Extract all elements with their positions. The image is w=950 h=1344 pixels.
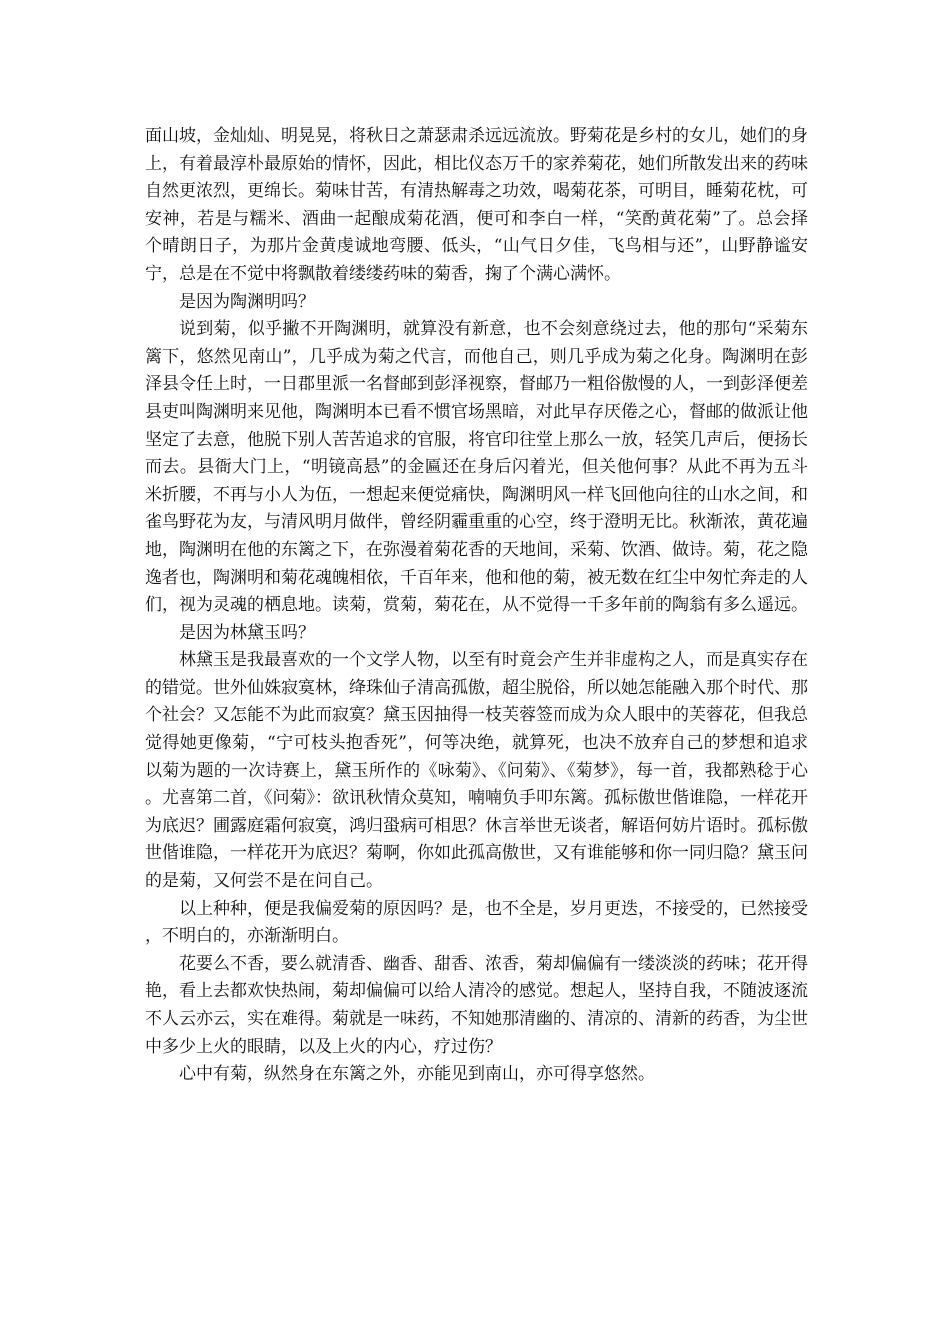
paragraph-reasons: 以上种种，便是我偏爱菊的原因吗？是，也不全是，岁月更迭，不接受的，已然接受，不明白的，亦渐渐明白。	[145, 898, 808, 947]
document-body	[145, 123, 808, 1089]
paragraph-conclusion: 心中有菊，纵然身在东篱之外，亦能见到南山，亦可得享悠然。	[179, 1064, 655, 1085]
paragraph-autumn-wild-chrysanthemum: 面山坡，金灿灿、明晃晃，将秋日之萧瑟肃杀远远流放。野菊花是乡村的女儿，她们的身上，有着最淳朴最原始的情怀，因此，相比仪态万千的家养菊花，她们所散发出来的药味自然更浓烈，更绵长。菊味甘苦，有清热解毒之功效，喝菊花茶，可明目，睡菊花枕，可安神，若是与糯米、酒曲一起酿成菊花酒，便可和李白一样，“笑酌黄花菊”了。总会择个晴朗日子，为那片金黄虔诚地弯腰、低头，“山气日夕佳，飞鸟相与还”，山野静谧安宁，总是在不觉中将飘散着缕缕药味的菊香，掬了个满心满怀。	[145, 126, 808, 284]
paragraph-question-tao-yuanming: 是因为陶渊明吗？	[179, 291, 315, 312]
paragraph-lin-daiyu-poems: 林黛玉是我最喜欢的一个文学人物，以至有时竟会产生并非虚构之人，而是真实存在的错觉。世外仙姝寂寞林，绛珠仙子清高孤傲，超尘脱俗，所以她怎能融入那个时代、那个社会？又怎能不为此而寂寞？黛玉因抽得一枝芙蓉签而成为众人眼中的芙蓉花，但我总觉得她更像菊，“宁可枝头抱香死”，何等决绝，就算死，也决不放弃自己的梦想和追求以菊为题的一次诗赛上，黛玉所作的《咏菊》、《问菊》、《菊梦》，每一首，我都熟稔于心。尤喜第二首，《问菊》：欲讯秋情众莫知，喃喃负手叩东篱。孤标傲世偕谁隐，一样花开为底迟？圃露庭霜何寂寞，鸿归蛩病可相思？休言举世无谈者，解语何妨片语时。孤标傲世偕谁隐，一样花开为底迟？菊啊，你如此孤高傲世，又有谁能够和你一同归隐？黛玉问的是菊，又何尝不是在问自己。	[145, 650, 808, 892]
paragraph-medicinal-fragrance: 花要么不香，要么就清香、幽香、甜香、浓香，菊却偏偏有一缕淡淡的药味；花开得艳，看上去都欢快热闹，菊却偏偏可以给人清冷的感觉。想起人，坚持自我，不随波逐流不人云亦云，实在难得。菊就是一味药，不知她那清幽的、清凉的、清新的药香，为尘世中多少上火的眼睛，以及上火的内心，疗过伤？	[145, 953, 808, 1057]
paragraph-tao-yuanming-story: 说到菊，似乎撇不开陶渊明，就算没有新意，也不会刻意绕过去，他的那句“采菊东篱下，悠然见南山”，几乎成为菊之代言，而他自己，则几乎成为菊之化身。陶渊明在彭泽县令任上时，一日郡里派一名督邮到彭泽视察，督邮乃一粗俗傲慢的人，一到彭泽便差县吏叫陶渊明来见他，陶渊明本已看不惯官场黑暗，对此早存厌倦之心，督邮的做派让他坚定了去意，他脱下别人苦苦追求的官服，将官印往堂上那么一放，轻笑几声后，便扬长而去。县衙大门上，“明镜高悬”的金匾还在身后闪着光，但关他何事？从此不再为五斗米折腰，不再与小人为伍，一想起来便觉痛快，陶渊明风一样飞回他向往的山水之间，和雀鸟野花为友，与清风明月做伴，曾经阴霾重重的心空，终于澄明无比。秋渐浓，黄花遍地，陶渊明在他的东篱之下，在弥漫着菊花香的天地间，采菊、饮酒、做诗。菊，花之隐逸者也，陶渊明和菊花魂魄相依，千百年来，他和他的菊，被无数在红尘中匆忙奔走的人们，视为灵魂的栖息地。读菊，赏菊，菊花在，从不觉得一千多年前的陶翁有多么遥远。	[145, 319, 808, 616]
paragraph-question-lin-daiyu: 是因为林黛玉吗？	[179, 622, 315, 643]
